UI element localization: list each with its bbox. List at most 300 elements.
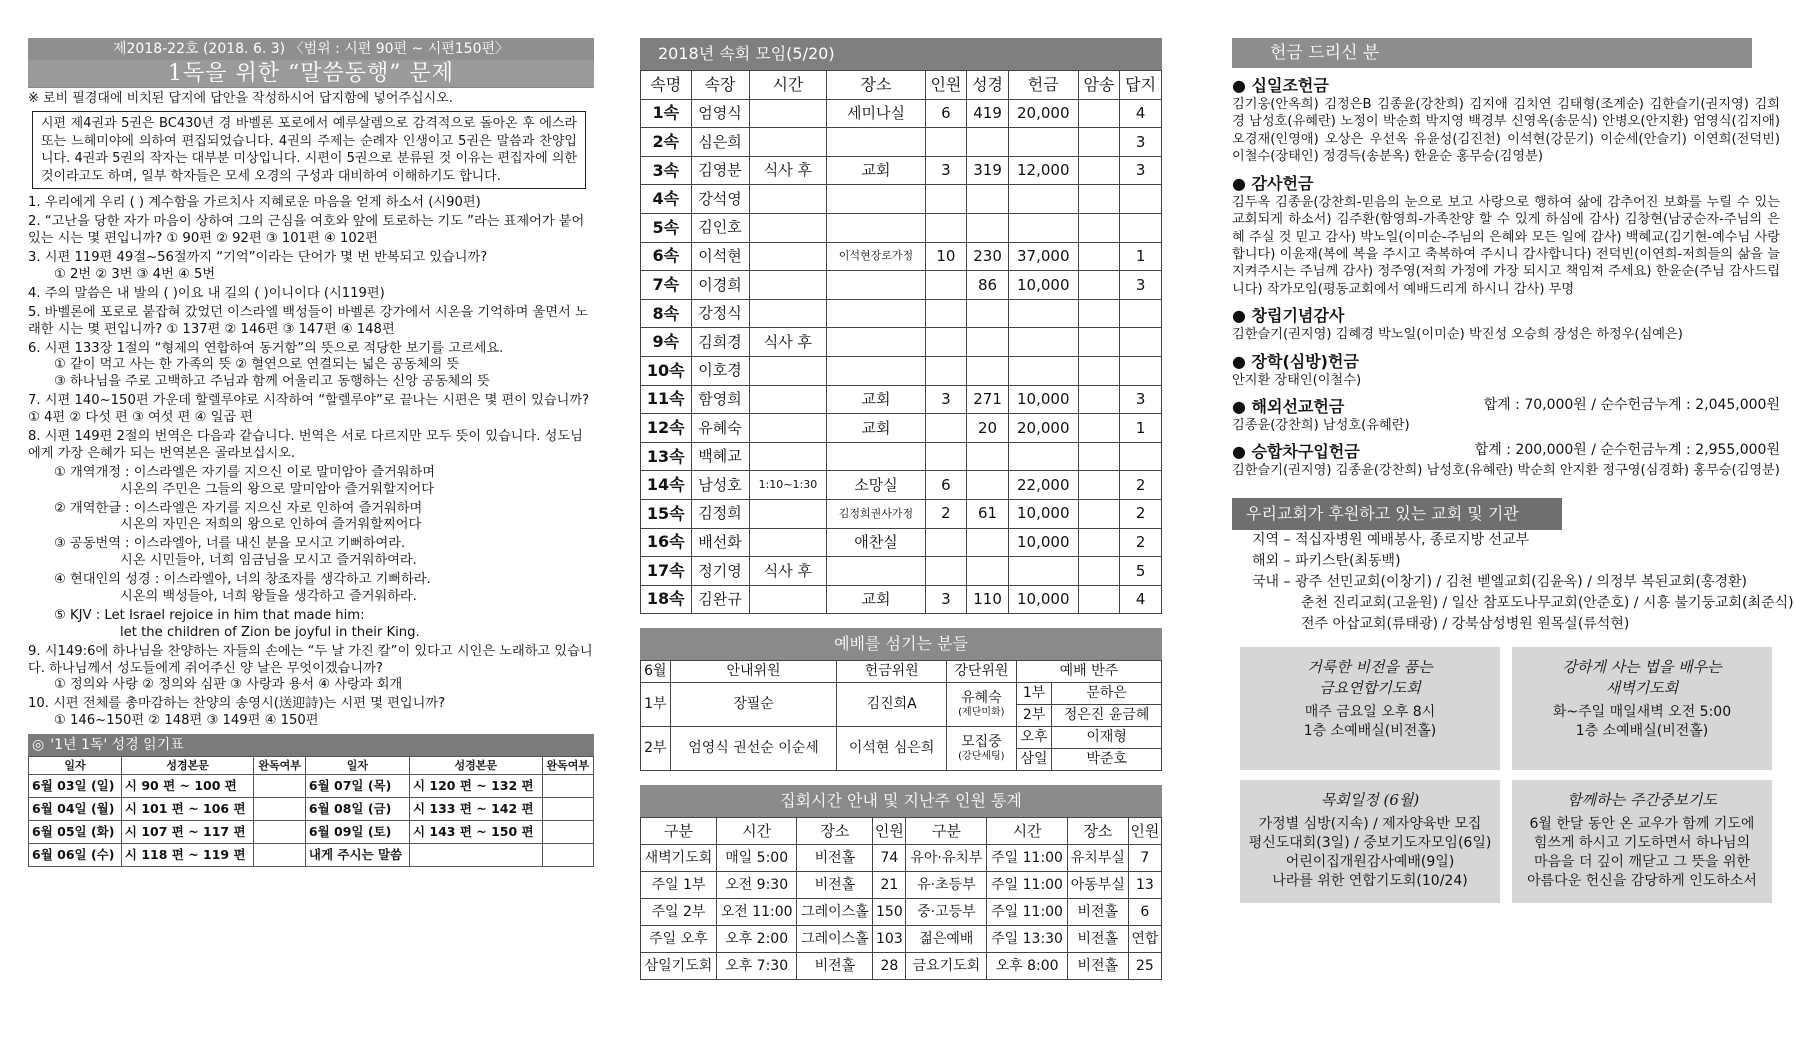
- table-cell: [254, 821, 305, 844]
- table-cell: [409, 844, 542, 867]
- table-cell: 매일 5:00: [716, 845, 797, 872]
- question-text: 7. 시편 140~150편 가운데 할렐루야로 시작하여 “할렐루야”로 끝나는 시편은 몇 편이 있습니까? ① 4편 ② 다섯 편 ③ 여섯 편 ④ 일곱 편: [28, 393, 590, 426]
- table-cell: 103: [873, 926, 906, 953]
- table-row: [641, 242, 1162, 271]
- table-cell: [827, 328, 925, 357]
- table-cell: 8속: [641, 299, 692, 328]
- worship-servers-table: [640, 660, 1162, 771]
- question-text: 4. 주의 말씀은 내 발의 ( )이요 내 길의 ( )이니이다 (시119편): [28, 285, 385, 301]
- table-cell: 삼일기도회: [641, 953, 717, 980]
- table-cell: [1008, 328, 1078, 357]
- table-cell: [967, 442, 1009, 471]
- list-item: 전주 아삽교회(류태광) / 강북삼성병원 원목실(류석현): [1252, 615, 1630, 632]
- table-cell: 4: [1120, 585, 1162, 614]
- table-cell: 7속: [641, 271, 692, 300]
- table-cell: 비전홀: [797, 845, 873, 872]
- table-cell: 6월 04일 (월): [29, 798, 122, 821]
- translation-line: let the children of Zion be joyful in their King.: [120, 624, 420, 640]
- van-list: 김한슬기(권지영) 김종윤(강찬희) 남성호(유혜란) 박순희 안지환 정구영(심경화) 홍무승(김영분): [1232, 463, 1780, 479]
- service-label: 1부: [641, 683, 671, 727]
- table-cell: [254, 844, 305, 867]
- table-cell: [1008, 356, 1078, 385]
- table-cell: [925, 185, 967, 214]
- table-cell: 시 101 편 ~ 106 편: [121, 798, 254, 821]
- table-cell: 비전홀: [797, 872, 873, 899]
- table-cell: [542, 844, 593, 867]
- table-cell: 2: [1120, 499, 1162, 528]
- table-header: 암송: [1078, 71, 1120, 100]
- reading-plan-table: [28, 756, 594, 867]
- table-cell: 비전홀: [1067, 926, 1128, 953]
- table-cell: [827, 557, 925, 586]
- table-header: 인원: [1128, 818, 1161, 845]
- table-cell: 김영분: [691, 156, 749, 185]
- translation-option: [28, 536, 594, 570]
- table-cell: [1078, 356, 1120, 385]
- info-cards: [1240, 647, 1780, 903]
- table-cell: [827, 356, 925, 385]
- accomp-service: 삼일: [1016, 749, 1052, 771]
- table-row: [641, 414, 1162, 443]
- table-cell: 남성호: [691, 471, 749, 500]
- worship-servers-title: 예배를 섬기는 분들: [640, 628, 1162, 660]
- table-cell: 28: [873, 953, 906, 980]
- altar-name: 유혜숙: [961, 689, 1002, 706]
- offering-column: [1232, 38, 1794, 903]
- question-text: 9. 시149:6에 하나님을 찬양하는 자들의 손에는 “두 날 가진 칼”이 있다고 시인은 노래하고 있습니다. 하나님께서 성도들에게 쥐어주신 양 날은 무엇이겠습니까?: [28, 643, 593, 676]
- translation-option: [28, 465, 594, 499]
- table-header: 답지: [1120, 71, 1162, 100]
- table-cell: [749, 356, 827, 385]
- table-cell: [749, 528, 827, 557]
- question-item: [28, 429, 594, 463]
- pastoral-schedule-card: 목회일정 (6월) 가정별 심방(지속) / 제자양육반 모집 평신도대회(3일) / 중보기도자모임(6일) 어린이집개원감사예배(9일) 나라를 위한 연합기도회(10/24): [1240, 780, 1500, 903]
- table-header: 장소: [797, 818, 873, 845]
- table-cell: 4: [1120, 99, 1162, 128]
- table-cell: 6월 07일 (목): [305, 775, 409, 798]
- accomp-service: 오후: [1016, 727, 1052, 749]
- table-cell: [925, 128, 967, 157]
- table-header: 성경본문: [409, 757, 542, 775]
- table-cell: 이석현: [691, 242, 749, 271]
- table-cell: [827, 271, 925, 300]
- table-cell: 주일 11:00: [987, 872, 1068, 899]
- scholarship-list: 안지환 장태인(이철수): [1232, 372, 1362, 388]
- table-cell: 5: [1120, 557, 1162, 586]
- table-cell: 유·초등부: [906, 872, 987, 899]
- table-cell: 이경희: [691, 271, 749, 300]
- table-cell: 소망실: [827, 471, 925, 500]
- table-cell: 13속: [641, 442, 692, 471]
- table-cell: 6월 09일 (토): [305, 821, 409, 844]
- tithe-list: 김기웅(안옥희) 김정은B 김종윤(강찬희) 김지애 김치연 김태형(조계순) 김한슬기(권지영) 김희경 남성호(유혜란) 노정이 박순희 박지영 백경부 신영옥(송문식) 안병오(안지환) 엄영식(김지애) 오경재(인영애) 오상은 우선옥 유윤성(김진천) 이석현(강문기) 이순세(안슬기) 이연희(전덕빈) 이철수(장태인) 정경득(송분옥) 한윤순 홍무승(김영분): [1232, 97, 1780, 165]
- table-header: 안내위원: [670, 661, 837, 683]
- table-cell: [1008, 557, 1078, 586]
- table-cell: 10,000: [1008, 499, 1078, 528]
- table-cell: 김희경: [691, 328, 749, 357]
- table-cell: 강정식: [691, 299, 749, 328]
- table-cell: 시 120 편 ~ 132 편: [409, 775, 542, 798]
- table-cell: 6속: [641, 242, 692, 271]
- table-cell: 17속: [641, 557, 692, 586]
- table-header: 속명: [641, 71, 692, 100]
- translation-line: ④ 현대인의 성경 : 이스라엘아, 너의 창조자를 생각하고 기뻐하라.: [54, 572, 431, 588]
- intercession-card: 함께하는 주간중보기도 6월 한달 동안 온 교우가 함께 기도에 힘쓰게 하시고 기도하면서 하나님의 마음을 더 깊이 깨닫고 그 뜻을 위한 아름다운 헌신을 감당하게 인도하소서: [1512, 780, 1772, 903]
- offering-server: 김진희A: [837, 683, 947, 727]
- service-label: 2부: [641, 727, 671, 771]
- table-cell: 230: [967, 242, 1009, 271]
- table-row: [29, 775, 594, 798]
- table-row: [29, 798, 594, 821]
- table-cell: [967, 557, 1009, 586]
- question-text: 1. 우리에게 우리 ( ) 계수함을 가르치사 지혜로운 마음을 얻게 하소서 (시90편): [28, 195, 481, 211]
- table-cell: [542, 821, 593, 844]
- table-header: 예배 반주: [1016, 661, 1161, 683]
- question-option: ① 146~150편 ② 148편 ③ 149편 ④ 150편: [54, 713, 319, 729]
- question-item: [28, 644, 594, 695]
- bullet-icon: ●: [1232, 442, 1246, 462]
- table-cell: [749, 213, 827, 242]
- question-item: [28, 250, 594, 284]
- table-row: [641, 557, 1162, 586]
- table-cell: 6월 06일 (수): [29, 844, 122, 867]
- bullet-icon: ●: [1232, 306, 1246, 326]
- table-cell: 6: [925, 471, 967, 500]
- table-cell: [749, 128, 827, 157]
- table-cell: 2: [1120, 471, 1162, 500]
- table-cell: 4속: [641, 185, 692, 214]
- table-cell: 3속: [641, 156, 692, 185]
- table-cell: 3: [1120, 156, 1162, 185]
- section-total: 합계 : 200,000원 / 순수헌금누계 : 2,955,000원: [1474, 442, 1780, 459]
- table-row: [641, 872, 1162, 899]
- bullet-icon: ●: [1232, 351, 1246, 371]
- table-cell: 12속: [641, 414, 692, 443]
- table-cell: 배선화: [691, 528, 749, 557]
- table-cell: [749, 185, 827, 214]
- table-cell: [542, 775, 593, 798]
- table-cell: 오후 8:00: [987, 953, 1068, 980]
- table-cell: 37,000: [1008, 242, 1078, 271]
- list-item: 춘천 진리교회(고윤원) / 일산 참포도나무교회(안준호) / 시흥 불기둥교회(최준식): [1252, 594, 1794, 611]
- table-cell: [967, 328, 1009, 357]
- table-cell: [1078, 499, 1120, 528]
- table-cell: [1078, 557, 1120, 586]
- table-cell: [1120, 213, 1162, 242]
- table-cell: [827, 442, 925, 471]
- table-cell: 시 143 편 ~ 150 편: [409, 821, 542, 844]
- table-cell: [1008, 213, 1078, 242]
- list-item: 국내 – 광주 선민교회(이창기) / 김천 벧엘교회(김윤옥) / 의정부 복된교회(홍경환): [1252, 573, 1747, 590]
- table-cell: [254, 798, 305, 821]
- table-cell: 주일 13:30: [987, 926, 1068, 953]
- bullet-icon: ●: [1232, 173, 1246, 193]
- table-cell: 6월 08일 (금): [305, 798, 409, 821]
- table-cell: [925, 442, 967, 471]
- table-header: 시간: [749, 71, 827, 100]
- quiz-column: [28, 38, 594, 867]
- table-cell: [749, 414, 827, 443]
- table-cell: 연합: [1128, 926, 1161, 953]
- table-cell: 13: [1128, 872, 1161, 899]
- table-cell: [1078, 585, 1120, 614]
- table-cell: [827, 299, 925, 328]
- table-cell: 주일 오후: [641, 926, 717, 953]
- table-row: [641, 299, 1162, 328]
- table-header: 일자: [305, 757, 409, 775]
- table-cell: [925, 328, 967, 357]
- table-row: [641, 442, 1162, 471]
- table-cell: [1078, 156, 1120, 185]
- table-cell: 시 90 편 ~ 100 편: [121, 775, 254, 798]
- table-cell: 10,000: [1008, 528, 1078, 557]
- table-cell: 3: [925, 156, 967, 185]
- table-cell: [1078, 299, 1120, 328]
- bullet-icon: ●: [1232, 397, 1246, 417]
- table-cell: 식사 후: [749, 557, 827, 586]
- table-header: 헌금위원: [837, 661, 947, 683]
- table-cell: [1078, 242, 1120, 271]
- table-cell: [925, 299, 967, 328]
- question-text: 5. 바벨론에 포로로 붙잡혀 갔었던 이스라엘 백성들이 바벨론 강가에서 시온을 기억하며 울면서 노래한 시는 몇 편입니까? ① 137편 ② 146편 ③ 147편 ④ 148편: [28, 304, 588, 337]
- table-cell: 오전 9:30: [716, 872, 797, 899]
- table-cell: [925, 528, 967, 557]
- reading-plan-title: '1년 1독' 성경 읽기표: [50, 737, 184, 754]
- table-cell: [749, 242, 827, 271]
- table-cell: [827, 128, 925, 157]
- table-header: 헌금: [1008, 71, 1078, 100]
- table-cell: 2: [1120, 528, 1162, 557]
- table-cell: 20,000: [1008, 99, 1078, 128]
- table-cell: 시 107 편 ~ 117 편: [121, 821, 254, 844]
- table-cell: 6: [1128, 899, 1161, 926]
- table-cell: 엄영식: [691, 99, 749, 128]
- question-item: [28, 341, 594, 392]
- usher: 장필순: [670, 683, 837, 727]
- table-cell: 오후 2:00: [716, 926, 797, 953]
- table-cell: [749, 499, 827, 528]
- question-option: ① 같이 먹고 사는 한 가족의 뜻 ② 혈연으로 연결되는 넓은 공동체의 뜻: [54, 357, 460, 373]
- question-text: 3. 시편 119편 49절~56절까지 “기억”이라는 단어가 몇 번 반복되고 있습니까?: [28, 250, 488, 266]
- table-cell: [1078, 414, 1120, 443]
- table-row: [641, 328, 1162, 357]
- table-cell: 김인호: [691, 213, 749, 242]
- table-cell: 1:10~1:30: [749, 471, 827, 500]
- translation-line: 시온의 주민은 그들의 왕으로 말미암아 즐거워할지어다: [120, 481, 434, 497]
- table-row: [641, 356, 1162, 385]
- table-cell: 시 118 편 ~ 119 편: [121, 844, 254, 867]
- table-cell: 금요기도회: [906, 953, 987, 980]
- table-cell: 11속: [641, 385, 692, 414]
- table-cell: [925, 213, 967, 242]
- table-cell: 김완규: [691, 585, 749, 614]
- table-cell: 새벽기도회: [641, 845, 717, 872]
- table-cell: 비전홀: [1067, 899, 1128, 926]
- table-header: 구분: [906, 818, 987, 845]
- table-row: [641, 128, 1162, 157]
- table-cell: 10,000: [1008, 271, 1078, 300]
- section-heading: ● 십일조헌금: [1232, 76, 1329, 95]
- table-row: [641, 845, 1162, 872]
- table-row: [641, 156, 1162, 185]
- table-cell: 정기영: [691, 557, 749, 586]
- section-heading: ● 장학(심방)헌금: [1232, 351, 1359, 371]
- altar-role: (강단세팅): [958, 751, 1005, 763]
- table-row: [641, 185, 1162, 214]
- section-heading: ● 승합차구입헌금 합계 : 200,000원 / 순수헌금누계 : 2,955,000원: [1232, 442, 1780, 462]
- table-cell: [827, 185, 925, 214]
- table-cell: [967, 528, 1009, 557]
- table-cell: 12,000: [1008, 156, 1078, 185]
- question-text: 10. 시편 전체를 총마감하는 찬양의 송영시(送迎詩)는 시편 몇 편입니까?: [28, 696, 446, 712]
- table-cell: 18속: [641, 585, 692, 614]
- table-cell: 이호경: [691, 356, 749, 385]
- table-header: 6월: [641, 661, 671, 683]
- table-cell: 10속: [641, 356, 692, 385]
- table-cell: 1속: [641, 99, 692, 128]
- table-cell: [1008, 442, 1078, 471]
- translation-line: ⑤ KJV : Let Israel rejoice in him that made him:: [54, 607, 365, 623]
- table-cell: 3: [1120, 128, 1162, 157]
- bullet-icon: ●: [1232, 76, 1246, 95]
- table-header: 성경본문: [121, 757, 254, 775]
- table-cell: 20,000: [1008, 414, 1078, 443]
- question-item: [28, 393, 594, 427]
- table-cell: 3: [1120, 271, 1162, 300]
- section-total: 합계 : 70,000원 / 순수헌금누계 : 2,045,000원: [1483, 397, 1780, 414]
- table-cell: [749, 442, 827, 471]
- table-cell: 61: [967, 499, 1009, 528]
- table-cell: 22,000: [1008, 471, 1078, 500]
- table-cell: 아동부실: [1067, 872, 1128, 899]
- table-cell: [967, 128, 1009, 157]
- accomp-service: 2부: [1016, 705, 1052, 727]
- offering-title: 헌금 드리신 분: [1232, 38, 1752, 68]
- table-row: [641, 499, 1162, 528]
- meeting-column: [640, 38, 1162, 980]
- translation-option: [28, 608, 594, 642]
- mission-list: 김종윤(강찬희) 남성호(유혜란): [1232, 418, 1410, 434]
- question-item: [28, 286, 594, 303]
- section-heading: ● 창립기념감사: [1232, 306, 1345, 326]
- table-header: 시간: [987, 818, 1068, 845]
- table-cell: 이석현장로가정: [827, 242, 925, 271]
- table-cell: 6: [925, 99, 967, 128]
- table-cell: [967, 213, 1009, 242]
- table-cell: 젊은예배: [906, 926, 987, 953]
- table-cell: 유아·유치부: [906, 845, 987, 872]
- altar-role: (제단미화): [958, 707, 1005, 719]
- reading-plan-header: [28, 734, 594, 756]
- question-option: ③ 하나님을 주로 고백하고 주님과 함께 어울리고 동행하는 신앙 공동체의 뜻: [54, 374, 490, 390]
- table-cell: 3: [925, 585, 967, 614]
- answer-note: ※ 로비 필경대에 비치된 답지에 답안을 작성하시어 답지함에 넣어주십시오.: [28, 91, 453, 106]
- table-cell: 1: [1120, 242, 1162, 271]
- table-cell: 6월 03일 (일): [29, 775, 122, 798]
- question-item: [28, 696, 594, 730]
- translation-line: ③ 공동번역 : 이스라엘아, 너를 내신 분을 모시고 기뻐하여라.: [54, 536, 406, 552]
- list-item: 해외 – 파키스탄(최동백): [1252, 552, 1401, 569]
- table-cell: [1078, 271, 1120, 300]
- table-header: 강단위원: [946, 661, 1016, 683]
- accomp-name: 정은진 윤금혜: [1052, 705, 1162, 727]
- table-cell: 오후 7:30: [716, 953, 797, 980]
- table-cell: 5속: [641, 213, 692, 242]
- meeting-table: [640, 70, 1162, 614]
- table-cell: 16속: [641, 528, 692, 557]
- table-cell: 20: [967, 414, 1009, 443]
- table-cell: [749, 99, 827, 128]
- table-cell: [925, 271, 967, 300]
- table-cell: [749, 585, 827, 614]
- target-icon: ◎: [32, 737, 45, 754]
- table-cell: [1078, 385, 1120, 414]
- table-cell: [1008, 128, 1078, 157]
- table-cell: [1078, 185, 1120, 214]
- table-cell: 10: [925, 242, 967, 271]
- question-option: ① 정의와 사랑 ② 정의와 심판 ③ 사랑과 용서 ④ 사랑과 회개: [54, 677, 403, 693]
- table-cell: 내게 주시는 말씀: [305, 844, 409, 867]
- offering-server: 이석현 심은희: [837, 727, 947, 771]
- question-item: [28, 305, 594, 339]
- table-cell: [1078, 99, 1120, 128]
- table-cell: [967, 356, 1009, 385]
- section-heading: ● 감사헌금: [1232, 173, 1314, 193]
- table-cell: [925, 414, 967, 443]
- table-cell: 유치부실: [1067, 845, 1128, 872]
- table-cell: [925, 557, 967, 586]
- table-header: 일자: [29, 757, 122, 775]
- table-header: 속장: [691, 71, 749, 100]
- table-cell: 김정희권사가정: [827, 499, 925, 528]
- table-header: 인원: [873, 818, 906, 845]
- table-cell: 271: [967, 385, 1009, 414]
- table-cell: 세미나실: [827, 99, 925, 128]
- table-row: [641, 585, 1162, 614]
- dawn-prayer-card: 강하게 사는 법을 배우는 새벽기도회 화~주일 매일새벽 오전 5:00 1층 소예배실(비전홀): [1512, 647, 1772, 770]
- table-cell: 주일 2부: [641, 899, 717, 926]
- table-cell: 시 133 편 ~ 142 편: [409, 798, 542, 821]
- table-cell: 심은희: [691, 128, 749, 157]
- question-list: [28, 195, 594, 730]
- table-cell: 그레이스홀: [797, 926, 873, 953]
- table-header: 장소: [1067, 818, 1128, 845]
- table-header: 장소: [827, 71, 925, 100]
- table-cell: 3: [1120, 385, 1162, 414]
- table-cell: 강석영: [691, 185, 749, 214]
- table-cell: [925, 356, 967, 385]
- translation-line: ① 개역개정 : 이스라엘은 자기를 지으신 이로 말미암아 즐거워하며: [54, 464, 436, 480]
- table-cell: 김정희: [691, 499, 749, 528]
- table-header: 성경: [967, 71, 1009, 100]
- translation-line: 시온 시민들아, 너희 임금님을 모시고 즐거워하여라.: [120, 553, 417, 569]
- table-cell: 그레이스홀: [797, 899, 873, 926]
- issue-header: 제2018-22호 (2018. 6. 3) 〈범위 : 시편 90편 ~ 시편150편〉: [28, 38, 594, 60]
- table-cell: 백혜교: [691, 442, 749, 471]
- table-row: [641, 271, 1162, 300]
- question-item: [28, 214, 594, 248]
- table-row: [641, 99, 1162, 128]
- table-cell: [254, 775, 305, 798]
- table-cell: 319: [967, 156, 1009, 185]
- table-cell: 2: [925, 499, 967, 528]
- table-cell: 9속: [641, 328, 692, 357]
- thanks-list: 김두옥 김종윤(강찬희-믿음의 눈으로 보고 사랑으로 행하여 삶에 감추어진 보화를 누릴 수 있는 교회되게 하소서) 김주환(함영희-가족찬양 할 수 있게 하심에 감사) 김창현(남궁순자-주님의 은혜 주실 것 믿고 감사) 박노일(이미순-주님의 은혜와 모든 일에 감사) 백혜교(김기현-예수님 사랑합니다) 이윤재(복에 복을 주시고 축복하여 주시니 감사합니다) 전덕빈(이연희-저희들의 삶을 늘 지켜주시는 주님께 감사) 정주영(저희 가정에 가장 되시고 책임져 주세요) 한윤순(주님 감사드립니다) 작가모임(평동교회에서 예배드리게 하시니 감사) 무명: [1232, 194, 1780, 297]
- table-cell: 주일 11:00: [987, 845, 1068, 872]
- table-cell: 419: [967, 99, 1009, 128]
- table-cell: [967, 185, 1009, 214]
- translation-line: 시온의 자민은 저희의 왕으로 인하여 즐거워할찌어다: [120, 517, 422, 533]
